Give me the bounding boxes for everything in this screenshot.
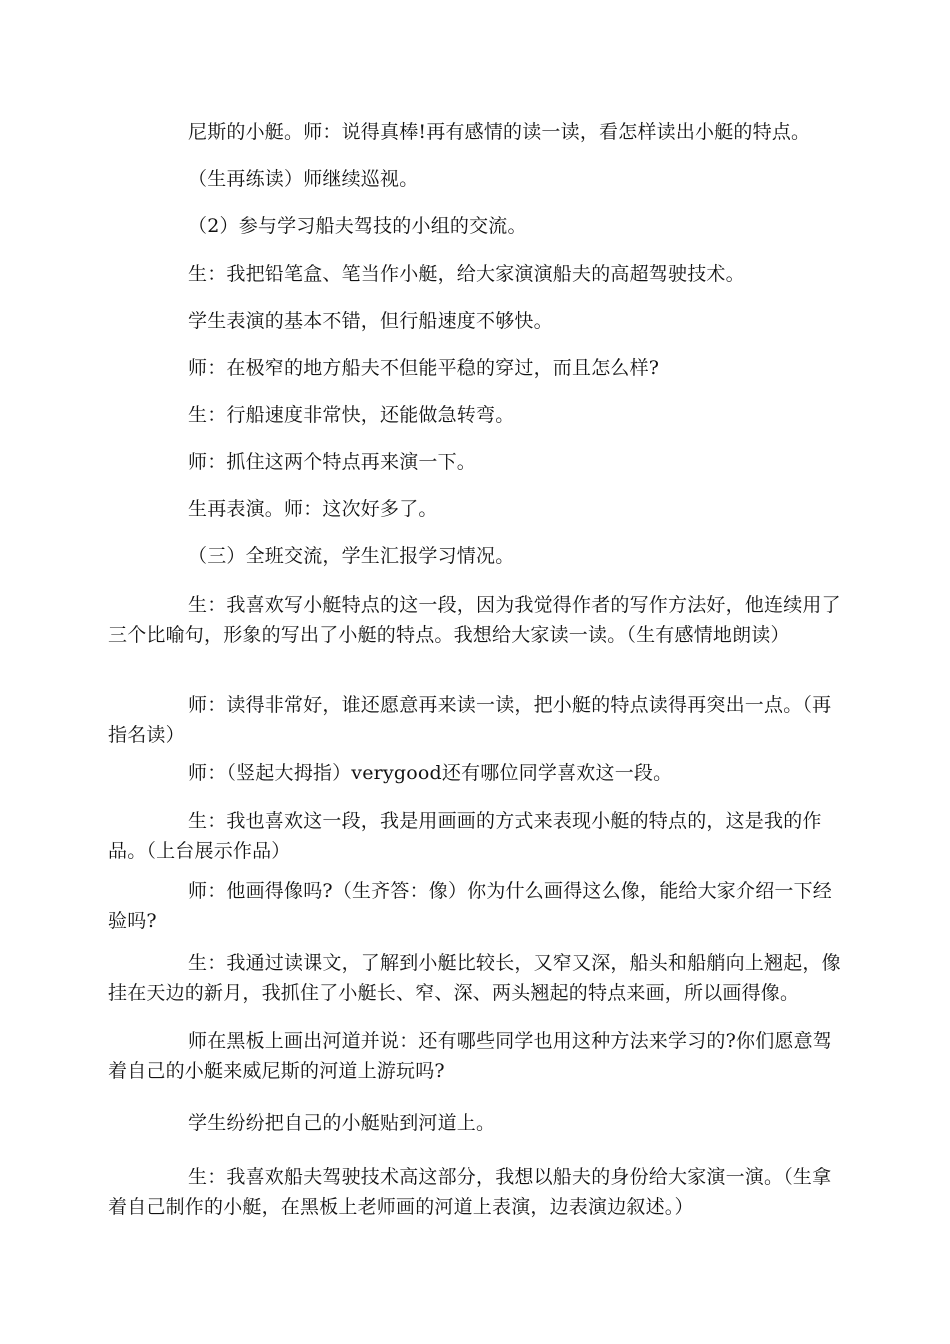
- paragraph-8: 师：抓住这两个特点再来演一下。: [188, 451, 477, 473]
- paragraph-4: 生：我把铅笔盒、笔当作小艇，给大家演演船夫的高超驾驶技术。: [188, 263, 745, 285]
- paragraph-7: 生：行船速度非常快，还能做急转弯。: [188, 404, 515, 426]
- paragraph-9: 生再表演。师：这次好多了。: [188, 498, 438, 520]
- paragraph-15: 师：他画得像吗?（生齐答：像）你为什么画得这么像，能给大家介绍一下经验吗?: [108, 880, 832, 932]
- paragraph-11: 生：我喜欢写小艇特点的这一段，因为我觉得作者的写作方法好，他连续用了三个比喻句，形象的写出了小艇的特点。我想给大家读一读。（生有感情地朗读）: [108, 594, 841, 646]
- paragraph-16: 生：我通过读课文，了解到小艇比较长，又窄又深，船头和船艄向上翘起，像挂在天边的新月，我抓住了小艇长、窄、深、两头翘起的特点来画，所以画得像。: [108, 952, 841, 1004]
- paragraph-6: 师：在极窄的地方船夫不但能平稳的穿过，而且怎么样?: [188, 357, 660, 379]
- paragraph-12: 师：读得非常好，谁还愿意再来读一读，把小艇的特点读得再突出一点。（再指名读）: [108, 694, 832, 746]
- paragraph-5: 学生表演的基本不错，但行船速度不够快。: [188, 310, 553, 332]
- paragraph-18: 学生纷纷把自己的小艇贴到河道上。: [188, 1112, 496, 1134]
- paragraph-2: （生再练读）师继续巡视。: [188, 168, 419, 190]
- paragraph-1: 尼斯的小艇。师：说得真棒!再有感情的读一读，看怎样读出小艇的特点。: [188, 121, 811, 143]
- paragraph-17: 师在黑板上画出河道并说：还有哪些同学也用这种方法来学习的?你们愿意驾着自己的小艇来威尼斯的河道上游玩吗?: [108, 1030, 832, 1082]
- paragraph-13: 师：（竖起大拇指）verygood还有哪位同学喜欢这一段。: [188, 762, 673, 784]
- paragraph-14: 生：我也喜欢这一段，我是用画画的方式来表现小艇的特点的，这是我的作品。（上台展示作品）: [108, 810, 822, 862]
- paragraph-19: 生：我喜欢船夫驾驶技术高这部分，我想以船夫的身份给大家演一演。（生拿着自己制作的小艇，在黑板上老师画的河道上表演，边表演边叙述。）: [108, 1166, 832, 1218]
- paragraph-10: （三）全班交流，学生汇报学习情况。: [188, 545, 515, 567]
- paragraph-3: （2）参与学习船夫驾技的小组的交流。: [188, 215, 527, 237]
